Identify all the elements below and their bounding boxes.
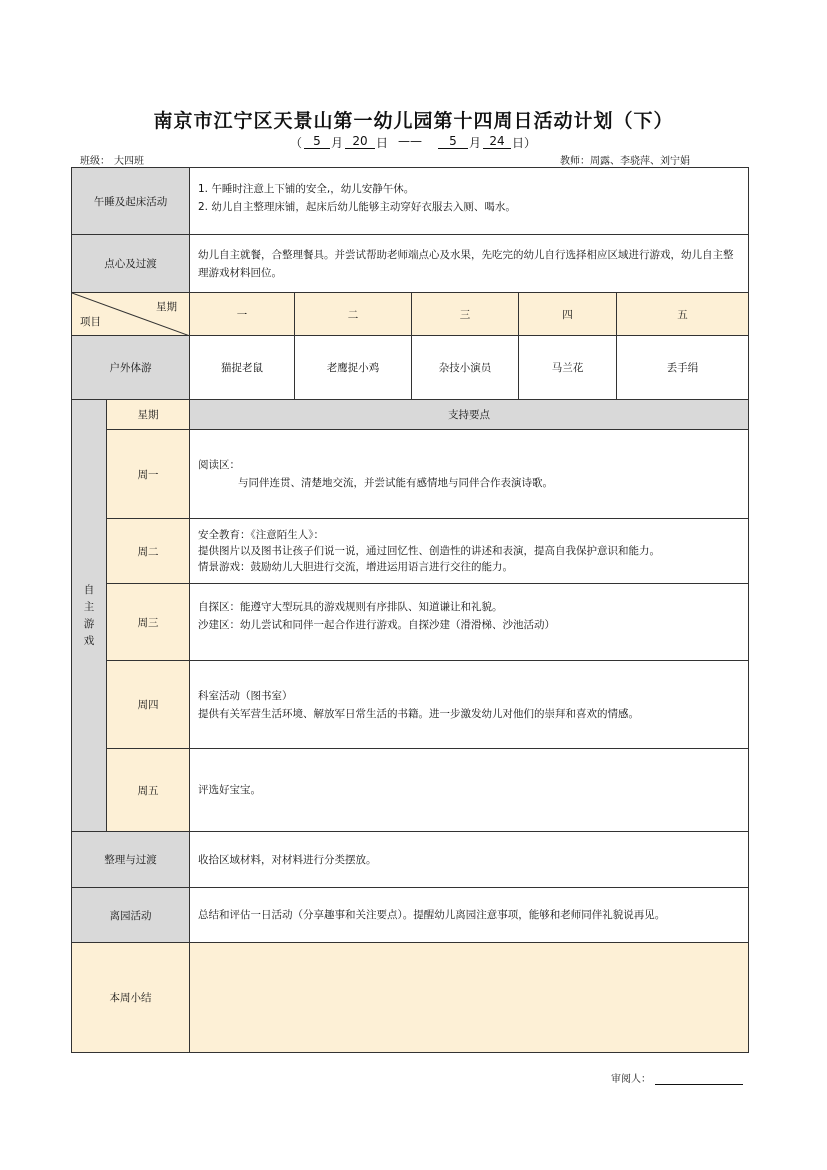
nap-content <box>190 168 749 235</box>
outdoor-game-2: 老鹰捉小鸡 <box>295 336 412 400</box>
summary-row <box>72 943 749 1053</box>
day-char-1: 日 <box>376 136 389 150</box>
date-range <box>0 134 827 152</box>
page-title: 南京市江宁区天景山第一幼儿园第十四周日活动计划（下） <box>153 110 674 132</box>
free-play-row-tue <box>72 519 749 584</box>
free-play-char-1: 自 <box>83 583 95 596</box>
month-char-2: 月 <box>469 136 482 150</box>
date-dash: —— <box>398 134 422 148</box>
tue-line-1: 安全教育：《注意陌生人》： <box>198 529 324 541</box>
outdoor-game-3: 杂技小演员 <box>412 336 519 400</box>
reviewer-label: 审阅人： <box>611 1074 651 1085</box>
teachers: 教师：周露、李骁萍、刘宁娟 <box>560 156 690 167</box>
start-month: 5 <box>304 134 330 149</box>
free-play-content-fri: 评选好宝宝。 <box>190 749 749 832</box>
wed-line-2: 沙建区：幼儿尝试和同伴一起合作进行游戏。自探沙建（滑滑梯、沙池活动） <box>198 619 555 631</box>
weekday-label: 星期 <box>156 301 177 313</box>
nap-row <box>72 168 749 235</box>
free-play-char-2: 主 <box>83 600 95 613</box>
free-play-day-tue: 周二 <box>107 519 190 584</box>
free-play-content-wed <box>190 584 749 661</box>
outdoor-game-1: 猫捉老鼠 <box>190 336 295 400</box>
tidy-row <box>72 832 749 888</box>
free-play-row-thu <box>72 661 749 749</box>
tidy-content: 收拾区域材料，对材料进行分类摆放。 <box>190 832 749 888</box>
free-play-label <box>72 400 107 832</box>
free-play-header-row <box>72 400 749 430</box>
day-header-4: 四 <box>519 293 617 336</box>
thu-line-1: 科室活动（图书室） <box>198 689 293 702</box>
mon-line-2: 与同伴连贯、清楚地交流，并尝试能有感情地与同伴合作表演诗歌。 <box>238 477 553 489</box>
reviewer-signature-line[interactable] <box>655 1072 743 1085</box>
class-info <box>80 152 222 168</box>
end-month: 5 <box>438 134 468 149</box>
free-play-content-mon <box>190 430 749 519</box>
nap-line-1: 1. 午睡时注意上下铺的安全,，幼儿安静午休。 <box>198 183 415 195</box>
start-day: 20 <box>345 134 375 149</box>
free-play-row-mon <box>72 430 749 519</box>
leave-label: 离园活动 <box>72 888 190 943</box>
nap-line-2: 2. 幼儿自主整理床铺，起床后幼儿能够主动穿好衣服去入厕、喝水。 <box>198 201 516 213</box>
leave-row <box>72 888 749 943</box>
weekday-header-row <box>72 293 749 336</box>
free-play-weekday-header: 星期 <box>107 400 190 430</box>
day-header-5: 五 <box>617 293 749 336</box>
day-header-3: 三 <box>412 293 519 336</box>
snack-label: 点心及过渡 <box>72 235 190 293</box>
date-open: （ <box>290 136 303 150</box>
mon-line-1: 阅读区： <box>198 459 240 471</box>
tue-line-2: 提供图片以及图书让孩子们说一说，通过回忆性、创造性的讲述和表演，提高自我保护意识和能力。 <box>198 545 660 557</box>
outdoor-label: 户外体游 <box>72 336 190 400</box>
free-play-day-thu: 周四 <box>107 661 190 749</box>
nap-label: 午睡及起床活动 <box>72 168 190 235</box>
item-label: 项目 <box>80 316 101 328</box>
end-day: 24 <box>483 134 511 149</box>
activity-plan-table <box>71 167 749 1053</box>
outdoor-game-4: 马兰花 <box>519 336 617 400</box>
leave-content: 总结和评估一日活动（分享趣事和关注要点）。提醒幼儿离园注意事项，能够和老师同伴礼貌说再见。 <box>190 888 749 943</box>
tidy-label: 整理与过渡 <box>72 832 190 888</box>
summary-content[interactable] <box>190 943 749 1053</box>
free-play-content-thu <box>190 661 749 749</box>
free-play-day-fri: 周五 <box>107 749 190 832</box>
free-play-content-tue <box>190 519 749 584</box>
snack-content: 幼儿自主就餐，合整理餐具。并尝试帮助老师端点心及水果，先吃完的幼儿自行选择相应区域进行游戏，幼儿自主整理游戏材料回位。 <box>190 235 749 293</box>
free-play-day-mon: 周一 <box>107 430 190 519</box>
day-header-1: 一 <box>190 293 295 336</box>
free-play-char-3: 游 <box>83 617 95 630</box>
date-close: 日） <box>512 136 537 150</box>
support-points-header: 支持要点 <box>190 400 749 430</box>
month-char-1: 月 <box>331 136 344 150</box>
wed-line-1: 自探区：能遵守大型玩具的游戏规则有序排队、知道谦让和礼貌。 <box>198 601 503 613</box>
class-label: 班级： <box>80 156 110 167</box>
free-play-day-wed: 周三 <box>107 584 190 661</box>
snack-row <box>72 235 749 293</box>
day-header-2: 二 <box>295 293 412 336</box>
summary-label: 本周小结 <box>72 943 190 1053</box>
tue-line-3: 情景游戏：鼓励幼儿大胆进行交流，增进运用语言进行交往的能力。 <box>198 561 513 573</box>
free-play-row-wed <box>72 584 749 661</box>
free-play-char-4: 戏 <box>83 634 95 647</box>
thu-line-2: 提供有关军营生活环境、解放军日常生活的书籍。进一步激发幼儿对他们的崇拜和喜欢的情感。 <box>198 707 639 720</box>
reviewer <box>611 1070 743 1085</box>
outdoor-game-5: 丢手绢 <box>617 336 749 400</box>
outdoor-row <box>72 336 749 400</box>
class-value: 大四班 <box>110 152 222 168</box>
diagonal-header-cell <box>72 293 190 336</box>
free-play-row-fri <box>72 749 749 832</box>
